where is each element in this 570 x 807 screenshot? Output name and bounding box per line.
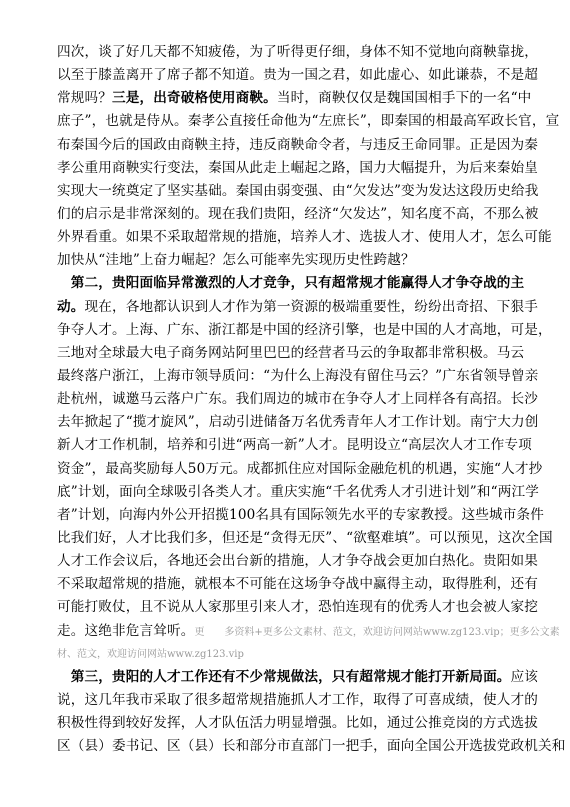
text-line-5: 布秦国今后的国政由商鞅主持，违反商鞅命令者，与违反王命同罪。正是因为秦 <box>57 136 539 153</box>
text-line-10: 加快从“洼地”上奋力崛起？怎么可能率先实现历史性跨越？ <box>57 252 415 269</box>
text-line-9: 外界看重。如果不采取超常规的措施，培养人才、选拔人才、使用人才，怎么可能 <box>57 229 552 246</box>
watermark-text: 更 多资料+更多公文素材、范文，欢迎访问网站www.zg123.vip；更多公文素 <box>194 626 560 638</box>
text-line-16: 赴杭州，诚邀马云落户广东。我们周边的城市在争夺人才上同样各有高招。长沙 <box>57 391 539 408</box>
text-line-12 <box>57 296 539 319</box>
text-run: 现在，各地都认识到人才作为第一资源的极端重要性，纷纷出奇招、下狠手 <box>84 298 539 315</box>
text-line-2: 以至于膝盖离开了席子都不知道。贵为一国之君，如此虚心、如此谦恭，不是超 <box>57 67 539 84</box>
text-line-20: 底”计划，面向全球吸引各类人才。重庆实施“千名优秀人才引进计划”和“两江学 <box>57 483 539 500</box>
text-line-1: 四次，谈了好几天都不知疲倦，为了听得更仔细，身体不知不觉地向商鞅靠拢， <box>57 44 539 60</box>
watermark-line: 材、范文，欢迎访问网站www.zg123.vip <box>57 648 244 660</box>
text-run: 应该 <box>510 668 539 685</box>
text-line-6: 孝公重用商鞅实行变法，秦国从此走上崛起之路，国力大幅提升，为后来秦始皇 <box>57 159 539 176</box>
text-line-25: 可能打败仗，且不说从人家那里引来人才，恐怕连现有的优秀人才也会被人家挖 <box>57 599 539 616</box>
body-text <box>57 41 566 758</box>
text-line-23: 人才工作会议后，各地还会出台新的措施，人才争夺战会更加白热化。贵阳如果 <box>57 553 539 570</box>
text-line-8: 们的启示是非常深刻的。现在我们贵阳，经济“欠发达”，知名度不高，不那么被 <box>57 205 539 222</box>
text-line-15: 最终落户浙江，上海市领导质问：“为什么上海没有留住马云？”广东省领导曾亲 <box>57 367 539 384</box>
text-line-22: 比我们好，人才比我们多，但还是“贪得无厌”、“欲壑难填”。可以预见，这次全国 <box>57 529 553 546</box>
text-run: 当时，商鞅仅仅是魏国国相手下的一名“中 <box>276 90 532 107</box>
bold-heading-run: 动。 <box>57 298 85 315</box>
bold-heading-run: 贵阳的人才工作还有不少常规做法，只有超常规才能打开新局面。 <box>111 668 511 685</box>
text-line-17: 去年掀起了“揽才旋风”，启动引进储备万名优秀青年人才工作计划。南宁大力创 <box>57 414 539 431</box>
text-line-26 <box>57 620 560 643</box>
text-line-3 <box>57 87 532 110</box>
text-line-31: 区（县）委书记、区（县）长和部分市直部门一把手，面向全国公开选拔党政机关和 <box>57 738 566 755</box>
text-line-28 <box>57 666 539 689</box>
text-run: 走。这绝非危言耸听。 <box>57 622 195 639</box>
bold-heading-run: 第二， <box>57 275 112 292</box>
text-line-29: 说，这几年我市采取了很多超常规措施抓人才工作，取得了可喜成绩，使人才的 <box>57 691 539 708</box>
text-line-30: 积极性得到较好发挥，人才队伍活力明显增强。比如，通过公推竞岗的方式选拔 <box>57 715 539 732</box>
text-line-14: 三地对全球最大电子商务网站阿里巴巴的经营者马云的争取都非常积极。马云 <box>57 344 525 361</box>
text-line-24: 不采取超常规的措施，就根本不可能在这场争夺战中赢得主动，取得胜利，还有 <box>57 576 539 593</box>
text-line-19: 资金”，最高奖励每人50万元。成都抓住应对国际金融危机的机遇，实施“人才抄 <box>57 460 543 477</box>
bold-heading-run: 贵阳面临异常激烈的人才竞争，只有超常规才能赢得人才争夺战的主 <box>111 275 525 292</box>
bold-heading-run: 三是，出奇破格使用商鞅。 <box>111 90 277 107</box>
text-line-13: 争夺人才。上海、广东、浙江都是中国的经济引擎，也是中国的人才高地，可是， <box>57 321 552 338</box>
text-line-4: 庶子”，也就是侍从。秦孝公直接任命他为“左庶长”，即秦国的相最高军政长官，宣 <box>57 113 560 130</box>
text-line-7: 实现大一统奠定了坚实基础。秦国由弱变强、由“欠发达”变为发达这段历史给我 <box>57 182 539 199</box>
text-line-11 <box>57 272 525 295</box>
text-line-18: 新人才工作机制，培养和引进“两高一新”人才。昆明设立“高层次人才工作专项 <box>57 437 532 454</box>
text-run: 常规吗？ <box>57 90 112 107</box>
text-line-21: 者”计划，向海内外公开招揽100名具有国际领先水平的专家教授。这些城市条件 <box>57 506 545 523</box>
bold-heading-run: 第三， <box>57 668 112 685</box>
